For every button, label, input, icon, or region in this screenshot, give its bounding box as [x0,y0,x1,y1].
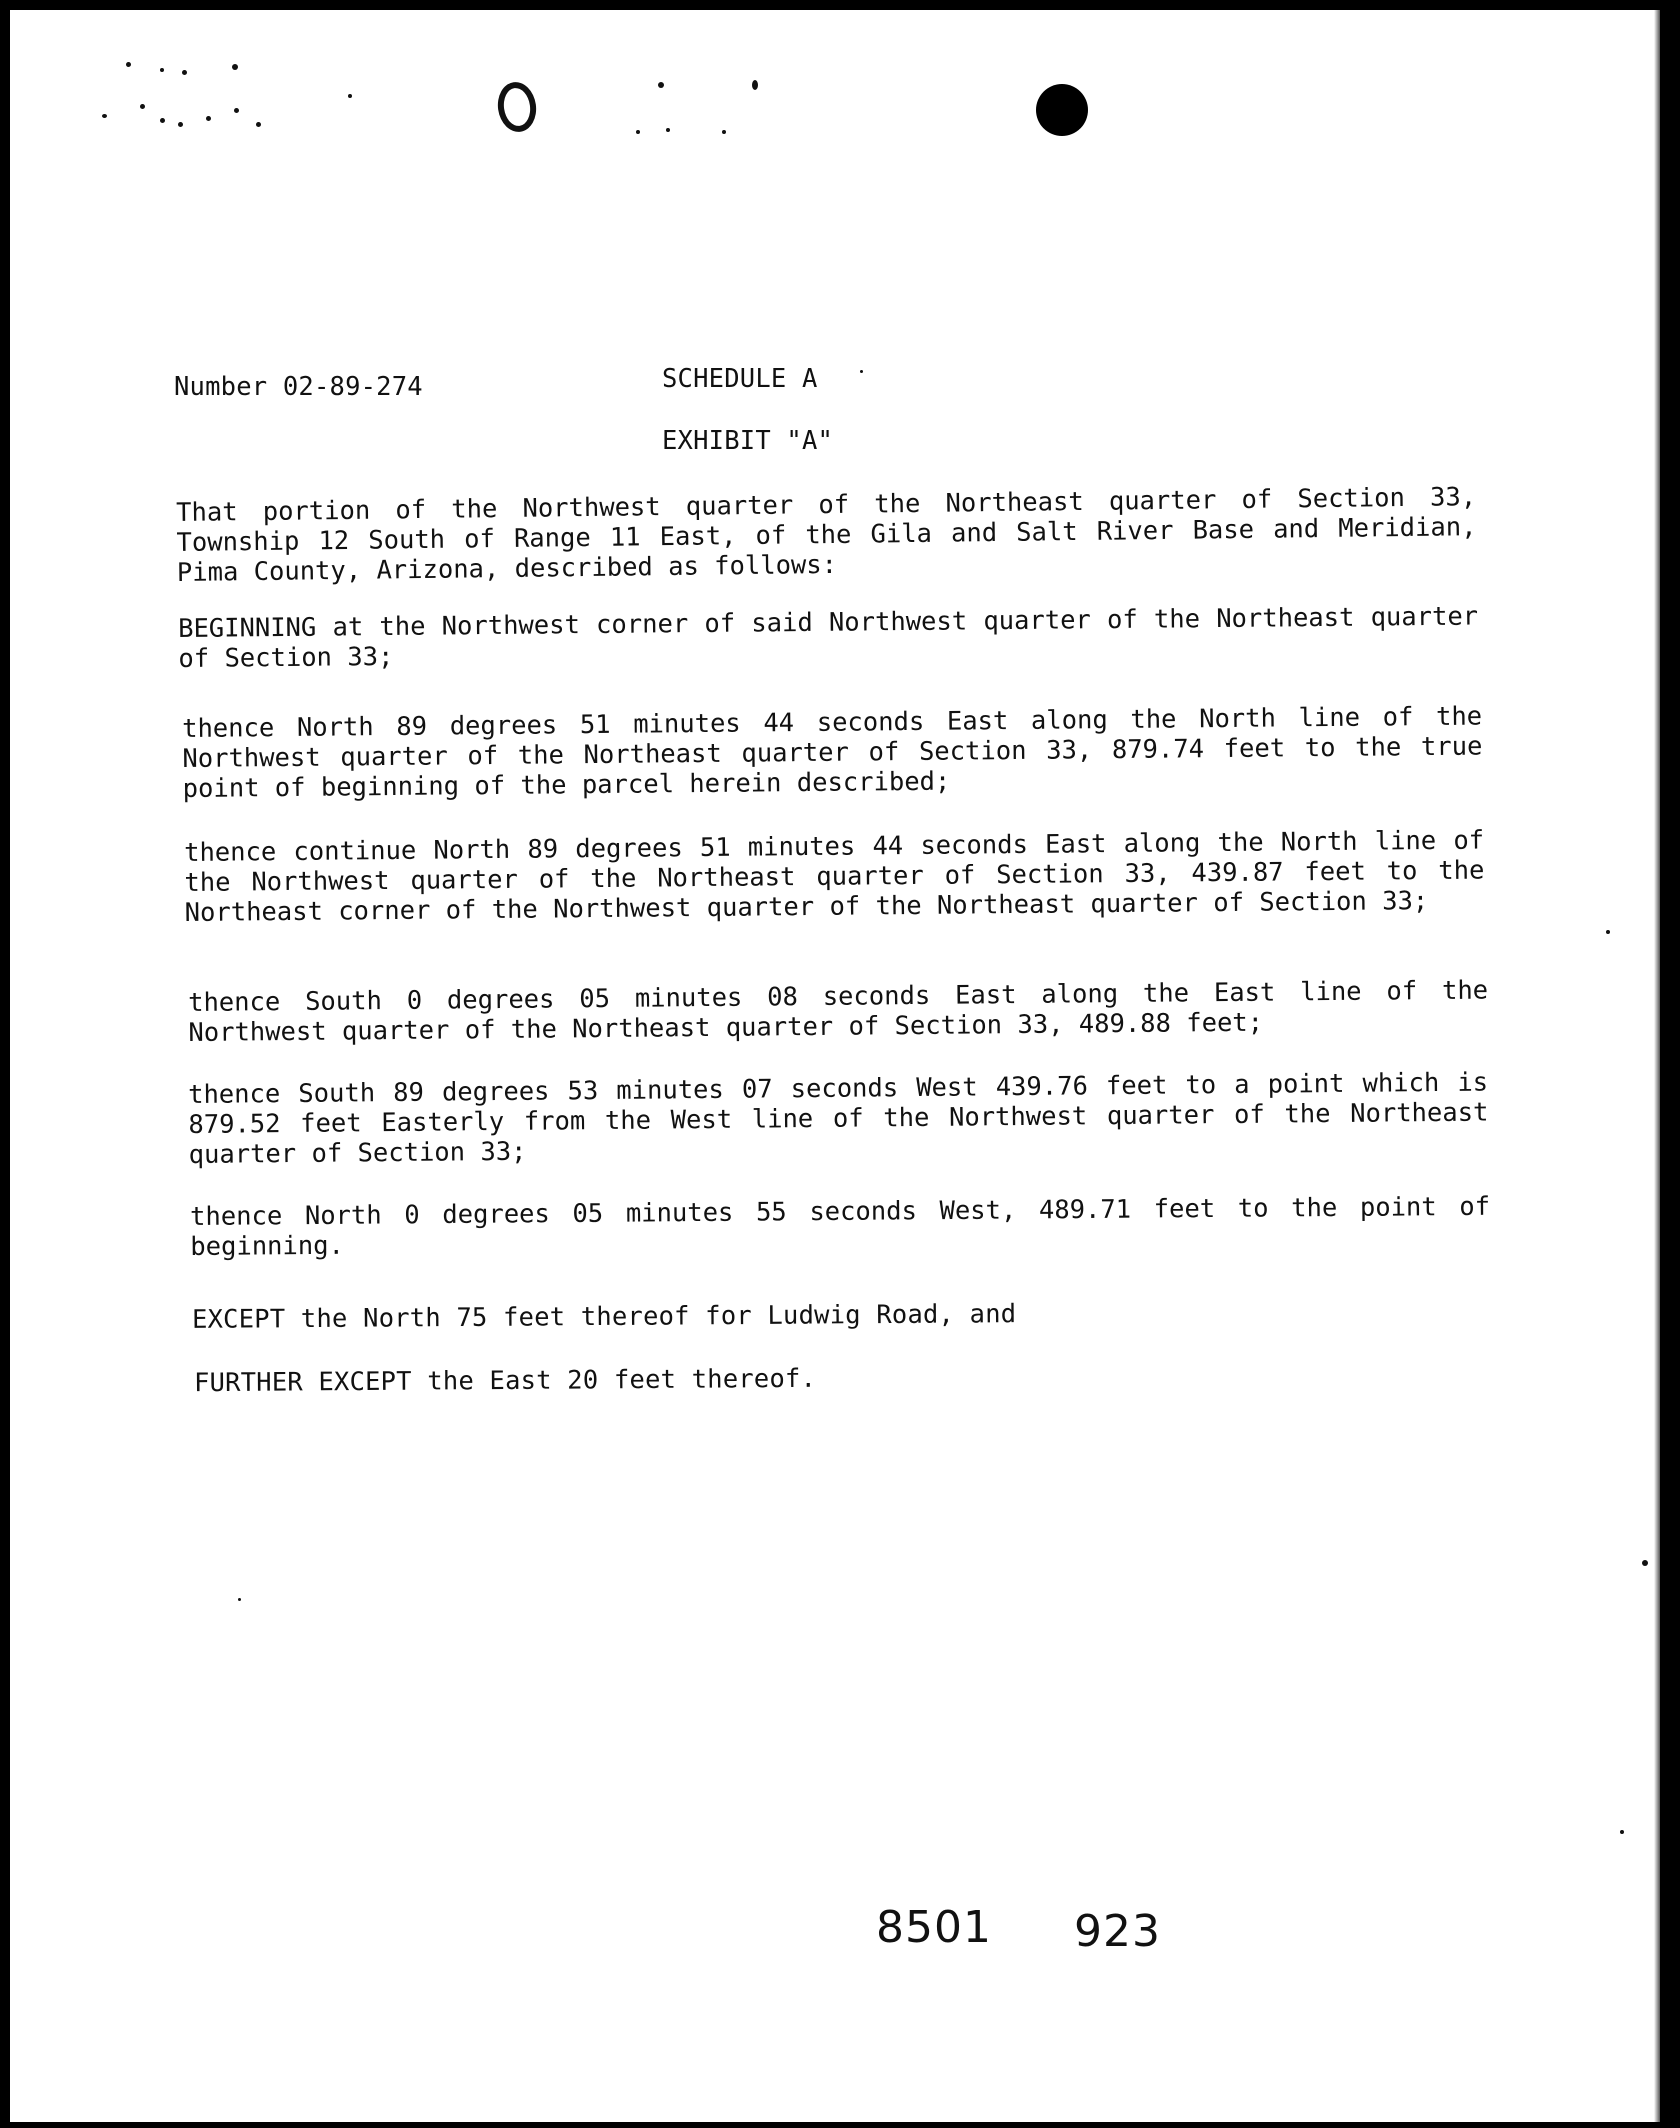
recording-page-number: 923 [1074,1906,1161,1957]
punch-hole-ring [495,80,540,135]
paragraph-portion: That portion of the Northwest quarter of the Northeast quarter of Section 33, Township 12 South of Range 11 East, of the Gila and Salt River Base and Meridian, Pima County, Arizona, described as follows: [176,482,1477,588]
scan-speck [102,114,107,118]
scan-speck [232,64,238,70]
scan-speck [206,116,211,121]
scan-speck [666,128,670,132]
paragraph-course-1: thence North 89 degrees 51 minutes 44 seconds East along the North line of the Northwest quarter of the Northeast quarter of Section 33, 879.74 feet to the true point of beginning of the parcel herein described; [182,701,1483,804]
scan-speck [182,70,187,75]
paragraph-course-4: thence South 89 degrees 53 minutes 07 seconds West 439.76 feet to a point which is 879.52 feet Easterly from the West line of the Northwest quarter of the Northeast quarter of Section 33; [188,1067,1489,1170]
scan-speck [860,370,863,373]
scan-speck [1642,1560,1648,1566]
page-edge-shadow [1654,10,1660,2122]
document-page [10,10,1660,2122]
recording-book-number: 8501 [876,1902,992,1953]
paragraph-further-except: FURTHER EXCEPT the East 20 feet thereof. [193,1363,817,1399]
exhibit-title: EXHIBIT "A" [662,426,834,456]
scan-speck [658,82,664,88]
scan-speck [126,62,131,67]
scan-speck [256,122,261,127]
paragraph-course-5: thence North 0 degrees 05 minutes 55 seconds West, 489.71 feet to the point of beginning. [190,1191,1491,1262]
scan-speck [1606,930,1610,934]
paragraph-except: EXCEPT the North 75 feet thereof for Ludwig Road, and [191,1299,1017,1335]
paragraph-course-3: thence South 0 degrees 05 minutes 08 seconds East along the East line of the Northwest quarter of the Northeast quarter of Section 33, 489.88 feet; [188,975,1489,1048]
scan-speck [160,118,165,123]
scan-speck [178,122,183,127]
document-number: Number 02-89-274 [174,372,423,402]
paragraph-course-2: thence continue North 89 degrees 51 minutes 44 seconds East along the North line of the Northwest quarter of the Northeast quarter of Section 33, 439.87 feet to the Northeast corner of the Northwest quarter of the Northeast quarter of Section 33; [184,825,1485,928]
scan-speck [234,108,239,113]
scan-speck [140,104,145,109]
scan-speck [752,80,758,90]
scan-speck [238,1598,241,1601]
scan-speck [160,68,164,72]
schedule-title: SCHEDULE A [662,364,818,394]
scan-speck [1620,1830,1624,1834]
punch-hole-dot [1036,84,1088,136]
paragraph-beginning: BEGINNING at the Northwest corner of said Northwest quarter of the Northeast quarter of Section 33; [178,601,1479,674]
scan-speck [636,130,640,134]
scan-speck [348,94,352,98]
scan-speck [722,130,726,134]
